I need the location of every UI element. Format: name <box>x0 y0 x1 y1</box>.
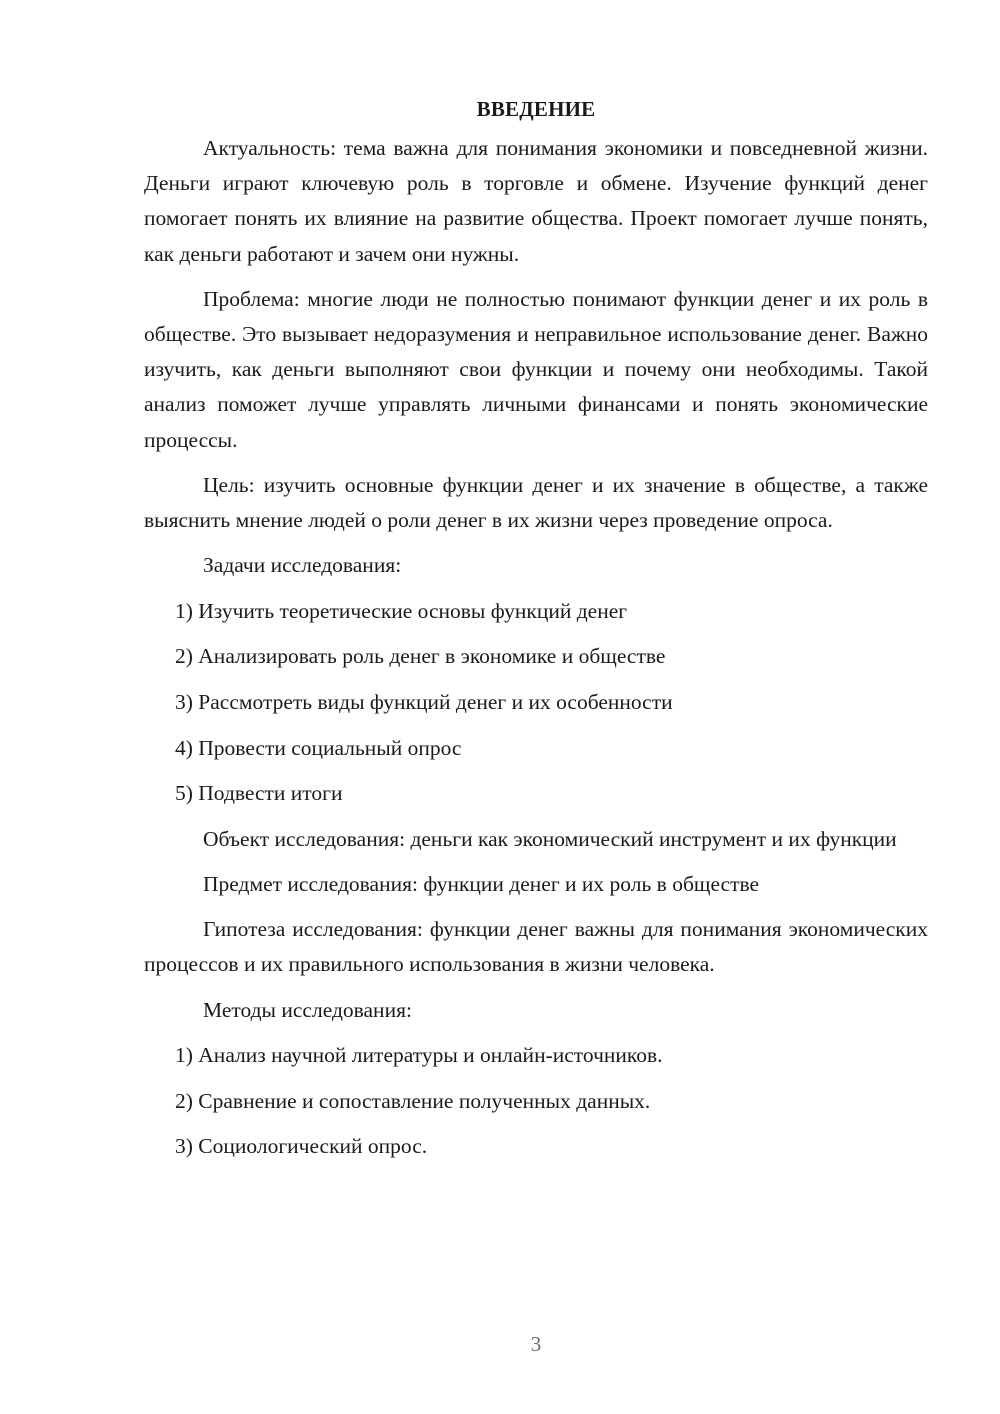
relevance-paragraph: Актуальность: тема важна для понимания экономики и повседневной жизни. Деньги играют ключевую роль в торговле и обмене. Изучение функций денег помогает понять их влияние на развитие общества. Проект помогает лучше понять, как деньги работают и зачем они нужны. <box>144 136 928 266</box>
goal-paragraph: Цель: изучить основные функции денег и их значение в обществе, а также выяснить мнение людей о роли денег в их жизни через проведение опроса. <box>144 472 928 533</box>
problem-paragraph: Проблема: многие люди не полностью понимают функции денег и их роль в обществе. Это вызывает недоразумения и неправильное использование денег. Важно изучить, как деньги выполняют свои функции и почему они необходимы. Такой анализ поможет лучше управлять личными финансами и понять экономические процессы. <box>144 286 928 452</box>
list-item: 1) Анализ научной литературы и онлайн-источников. <box>175 1043 663 1068</box>
subject-paragraph: Предмет исследования: функции денег и их роль в обществе <box>203 872 760 896</box>
methods-heading: Методы исследования: <box>203 997 412 1022</box>
list-item: 2) Сравнение и сопоставление полученных данных. <box>175 1088 651 1113</box>
list-item: 3) Рассмотреть виды функций денег и их особенности <box>175 690 673 715</box>
object-paragraph: Объект исследования: деньги как экономический инструмент и их функции <box>203 826 897 851</box>
list-item: 4) Провести социальный опрос <box>175 735 462 760</box>
list-item: 3) Социологический опрос. <box>175 1134 428 1159</box>
hypothesis-paragraph: Гипотеза исследования: функции денег важны для понимания экономических процессов и их правильного использования в жизни человека. <box>144 917 928 977</box>
page-number: 3 <box>530 1332 542 1356</box>
document-page <box>144 92 928 1175</box>
list-item: 2) Анализировать роль денег в экономике и обществе <box>175 644 666 669</box>
methods-list <box>144 1038 928 1164</box>
tasks-heading: Задачи исследования: <box>203 553 402 578</box>
list-item: 1) Изучить теоретические основы функций денег <box>175 598 628 623</box>
section-heading: ВВЕДЕНИЕ <box>476 97 596 121</box>
tasks-list <box>144 594 928 812</box>
list-item: 5) Подвести итоги <box>175 781 343 806</box>
